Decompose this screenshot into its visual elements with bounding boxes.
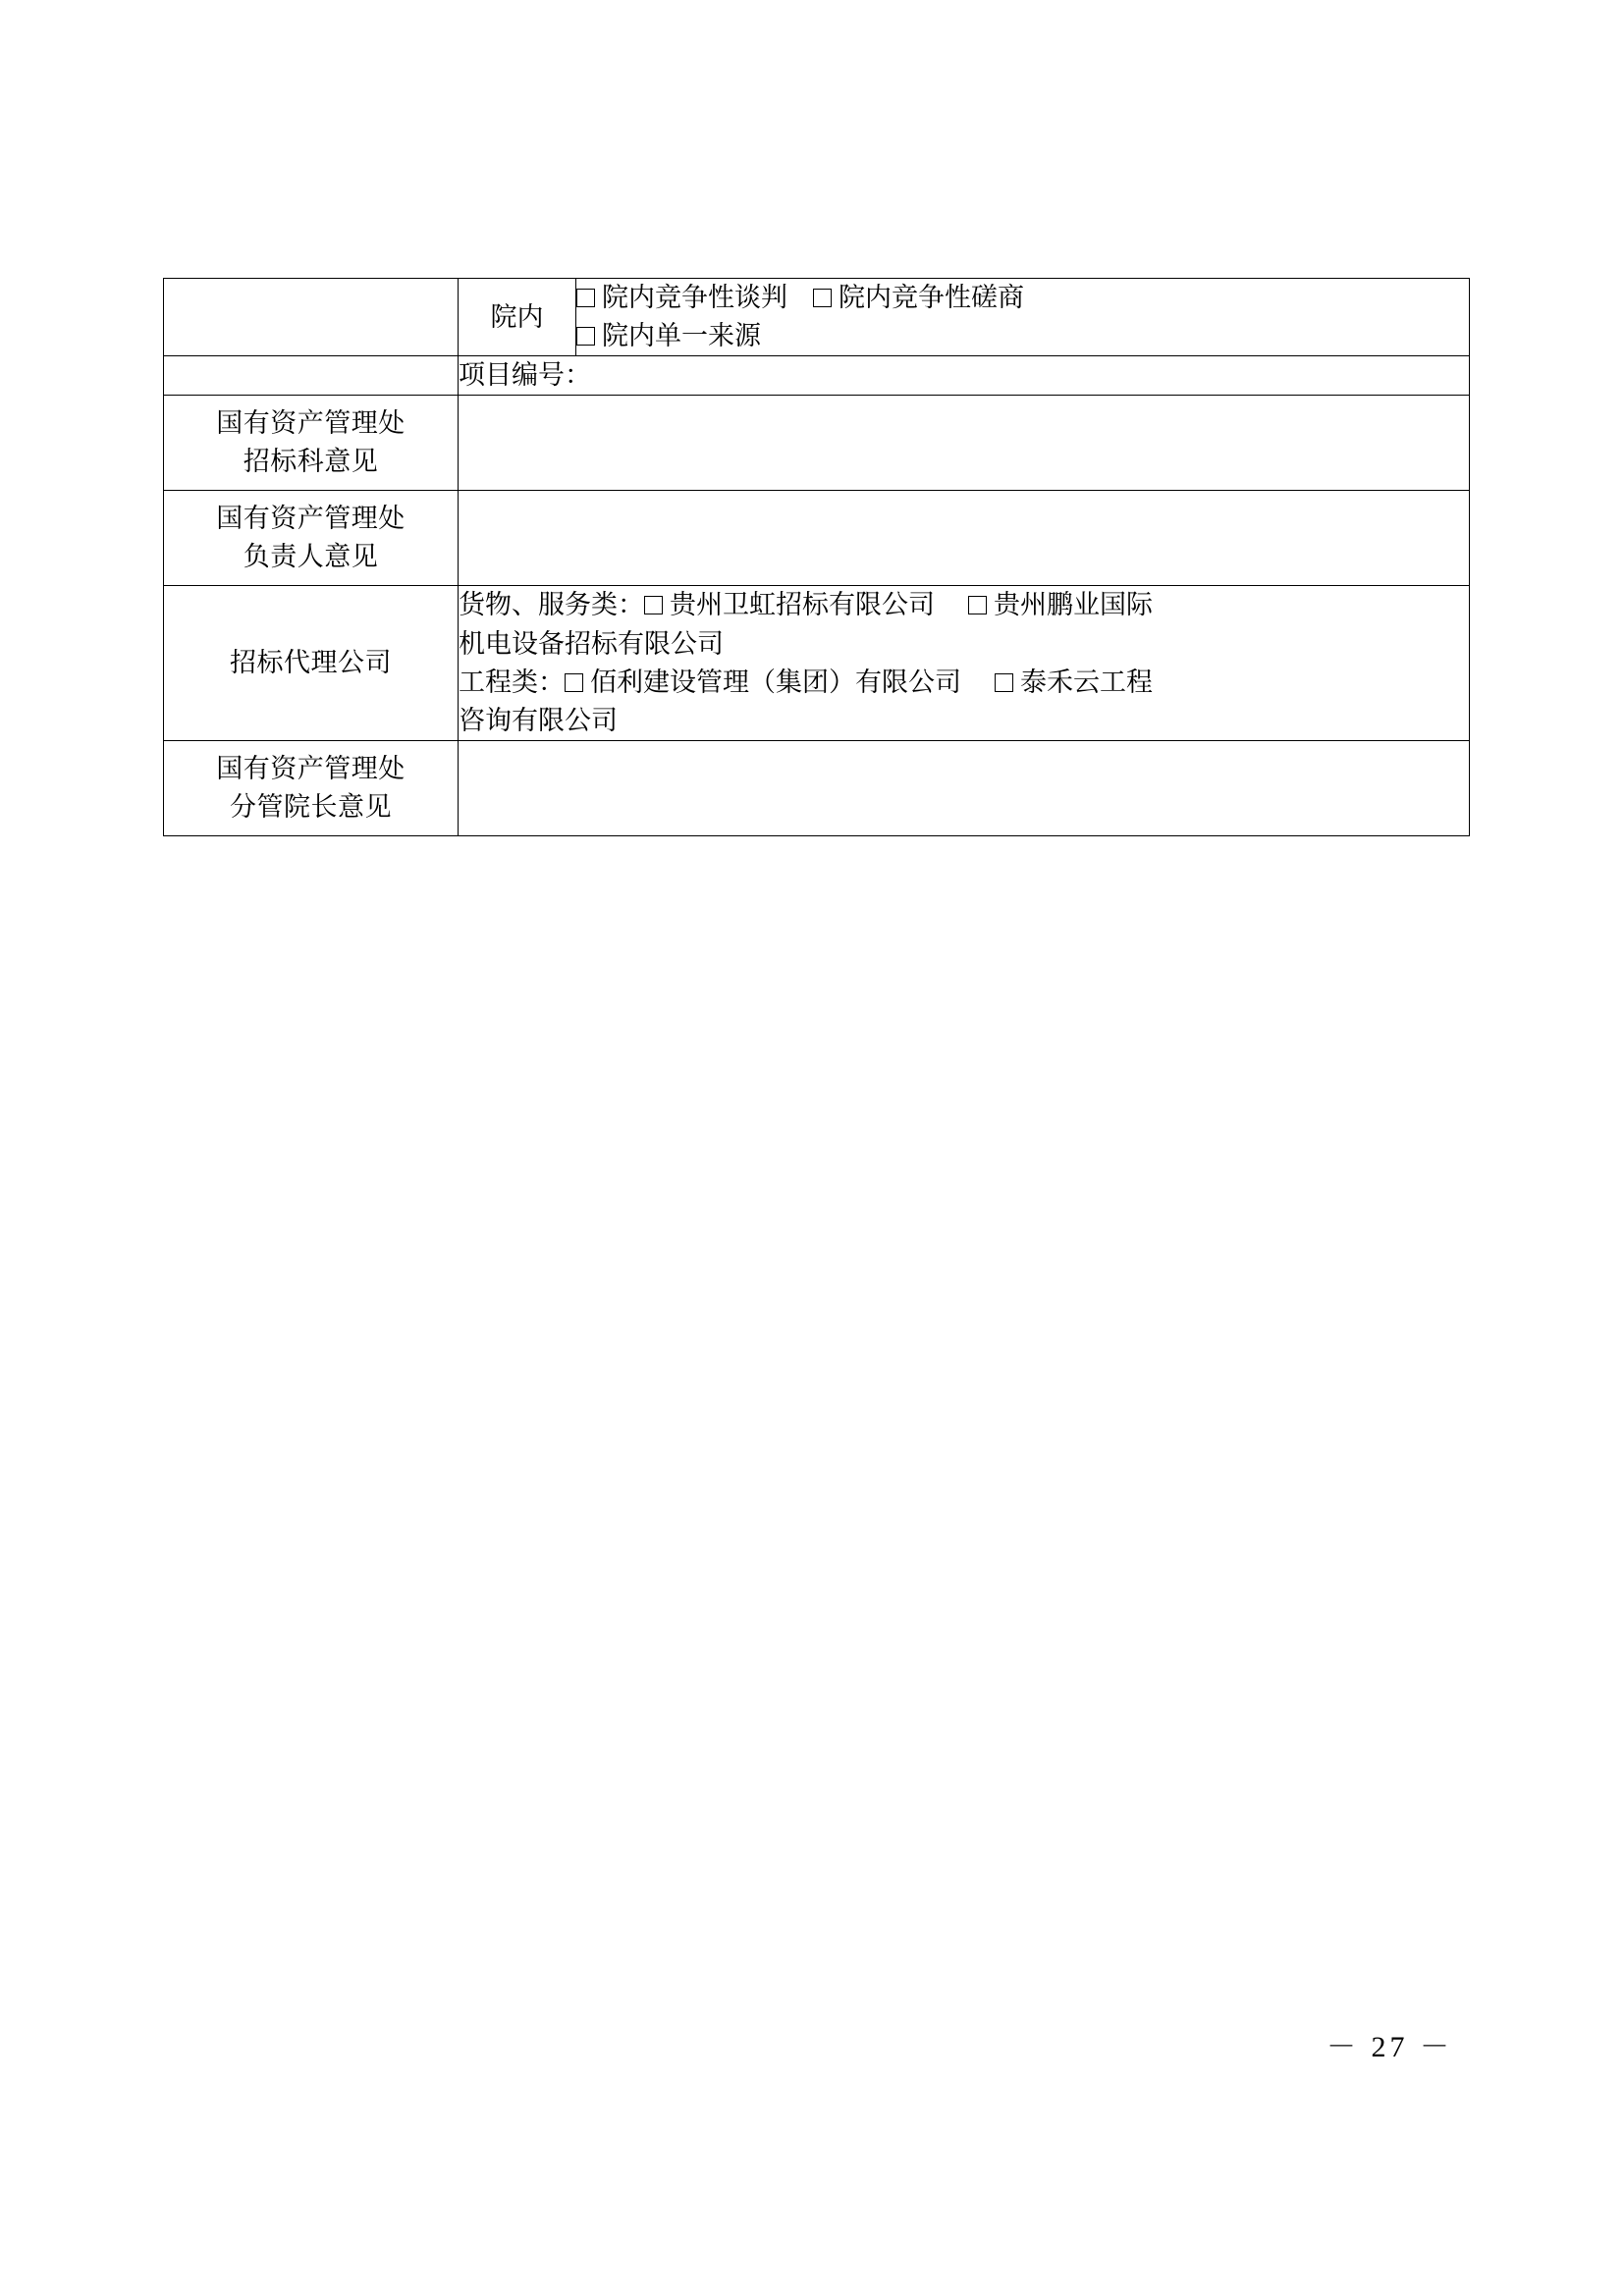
vice-president-opinion-field[interactable] xyxy=(459,740,1470,835)
option-label: 泰禾云工程 xyxy=(1020,667,1153,697)
option-label: 佰利建设管理（集团）有限公司 xyxy=(590,667,961,697)
internal-label: 院内 xyxy=(459,279,576,356)
head-opinion-label-line1: 国有资产管理处 xyxy=(216,504,406,534)
checkbox-icon[interactable] xyxy=(968,596,987,614)
table-row-agency xyxy=(164,586,1470,741)
agency-label-text: 招标代理公司 xyxy=(230,648,392,678)
agency-goods-line2: 机电设备招标有限公司 xyxy=(459,628,724,659)
vice-president-label xyxy=(164,740,459,835)
agency-options-cell xyxy=(459,586,1470,741)
checkbox-icon[interactable] xyxy=(644,596,663,614)
page-number: － 27 － xyxy=(1326,2031,1453,2063)
bid-section-opinion-field[interactable] xyxy=(459,396,1470,491)
project-number-label: 项目编号： xyxy=(459,360,591,391)
head-opinion-label-line2: 负责人意见 xyxy=(243,542,379,572)
checkbox-icon[interactable] xyxy=(576,327,595,346)
option-label: 院内竞争性谈判 xyxy=(602,283,787,312)
checkbox-icon[interactable] xyxy=(813,289,832,307)
internal-options-line2 xyxy=(576,317,1469,355)
bid-section-label xyxy=(164,396,459,491)
project-number-cell[interactable] xyxy=(459,356,1470,396)
table-row-bid-section-opinion xyxy=(164,396,1470,491)
agency-engineering-prefix: 工程类： xyxy=(459,667,565,697)
checkbox-icon[interactable] xyxy=(995,673,1013,692)
agency-goods-prefix: 货物、服务类： xyxy=(459,590,644,620)
agency-goods-line xyxy=(459,586,1469,624)
bid-section-label-line2: 招标科意见 xyxy=(243,447,379,477)
agency-engineering-line xyxy=(459,664,1469,702)
option-label: 院内竞争性磋商 xyxy=(839,283,1024,312)
option-label: 贵州鹏业国际 xyxy=(994,590,1153,620)
table-row-project-number xyxy=(164,356,1470,396)
head-opinion-label xyxy=(164,491,459,586)
agency-engineering-line2: 咨询有限公司 xyxy=(459,705,618,735)
bid-section-label-line1: 国有资产管理处 xyxy=(216,408,406,439)
vice-president-label-line1: 国有资产管理处 xyxy=(216,753,406,783)
agency-label xyxy=(164,586,459,741)
row-label-empty xyxy=(164,279,459,356)
internal-options-line1 xyxy=(576,279,1469,317)
checkbox-icon[interactable] xyxy=(576,289,595,307)
table-row-head-opinion xyxy=(164,491,1470,586)
internal-options-cell xyxy=(576,279,1470,356)
table-row-internal-method xyxy=(164,279,1470,356)
option-label: 贵州卫虹招标有限公司 xyxy=(670,590,935,620)
vice-president-label-line2: 分管院长意见 xyxy=(230,791,392,822)
table-row-vice-president-opinion xyxy=(164,740,1470,835)
checkbox-icon[interactable] xyxy=(565,673,583,692)
approval-form-table xyxy=(163,278,1470,836)
row-label-empty xyxy=(164,356,459,396)
head-opinion-field[interactable] xyxy=(459,491,1470,586)
option-label: 院内单一来源 xyxy=(602,321,761,351)
